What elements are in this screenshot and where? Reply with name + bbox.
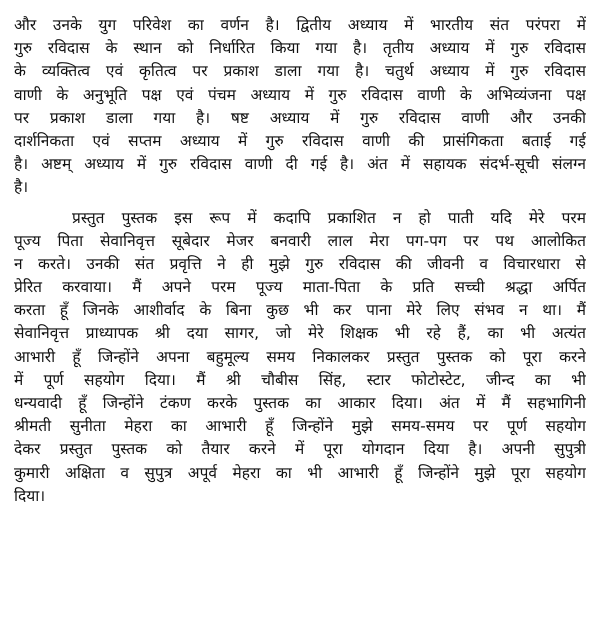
text-line: गुरु रविदास के स्थान को निर्धारित किया गया है। तृतीय अध्याय में गुरु रविदास [14,39,586,58]
text-line: दार्शनिकता एवं सप्तम अध्याय में गुरु रविदास वाणी की प्रासंगिकता बताई गई [14,131,586,150]
paragraph-chapters [14,14,586,200]
text-line: श्रीमती सुनीता मेहरा का आभारी हूँ जिन्होंने मुझे समय-समय पर पूर्ण सहयोग [14,417,586,436]
text-line: के व्यक्तित्व एवं कृतित्व पर प्रकाश डाला गया है। चतुर्थ अध्याय में गुरु रविदास [14,62,586,81]
text-line: वाणी के अनुभूति पक्ष एवं पंचम अध्याय में गुरु रविदास वाणी के अभिव्यंजना पक्ष [14,85,586,104]
document-page [14,14,586,508]
text-line: आभारी हूँ जिन्होंने अपना बहुमूल्य समय निकालकर प्रस्तुत पुस्तक को पूरा करने [14,347,586,366]
text-line: में पूर्ण सहयोग दिया। मैं श्री चौबीस सिंह, स्टार फोटोस्टेट, जीन्द का भी [14,370,586,389]
text-line: दिया। [14,486,46,505]
text-line: कुमारी अक्षिता व सुपुत्र अपूर्व मेहरा का भी आभारी हूँ जिन्होंने मुझे पूरा सहयोग [14,463,586,482]
text-line: सेवानिवृत्त प्राध्यापक श्री दया सागर, जो मेरे शिक्षक भी रहे हैं, का भी अत्यंत [14,324,586,343]
text-line: देकर प्रस्तुत पुस्तक को तैयार करने में पूरा योगदान दिया है। अपनी सुपुत्री [14,440,586,459]
text-line: और उनके युग परिवेश का वर्णन है। द्वितीय अध्याय में भारतीय संत परंपरा में [14,16,586,34]
text-line: धन्यवादी हूँ जिन्होंने टंकण करके पुस्तक का आकार दिया। अंत में मैं सहभागिनी [14,394,586,412]
text-line: है। अष्टम् अध्याय में गुरु रविदास वाणी दी गई है। अंत में सहायक संदर्भ-सूची संलग्न [14,155,586,174]
text-line: प्रस्तुत पुस्तक इस रूप में कदापि प्रकाशित न हो पाती यदि मेरे परम [72,208,586,227]
text-line: है। [14,178,29,197]
text-line: प्रेरित करवाया। मैं अपने परम पूज्य माता-पिता के प्रति सच्ची श्रद्धा अर्पित [14,278,586,297]
text-line: करता हूँ जिनके आशीर्वाद के बिना कुछ भी कर पाना मेरे लिए संभव न था। मैं [14,301,586,320]
text-line: न करते। उनकी संत प्रवृत्ति ने ही मुझे गुरु रविदास की जीवनी व विचारधारा से [14,254,586,273]
text-line: पूज्य पिता सेवानिवृत्त सूबेदार मेजर बनवारी लाल मेरा पग-पग पर पथ आलोकित [14,231,586,250]
paragraph-acknowledgements [14,207,586,508]
text-line: पर प्रकाश डाला गया है। षष्ट अध्याय में गुरु रविदास वाणी और उनकी [14,108,586,127]
